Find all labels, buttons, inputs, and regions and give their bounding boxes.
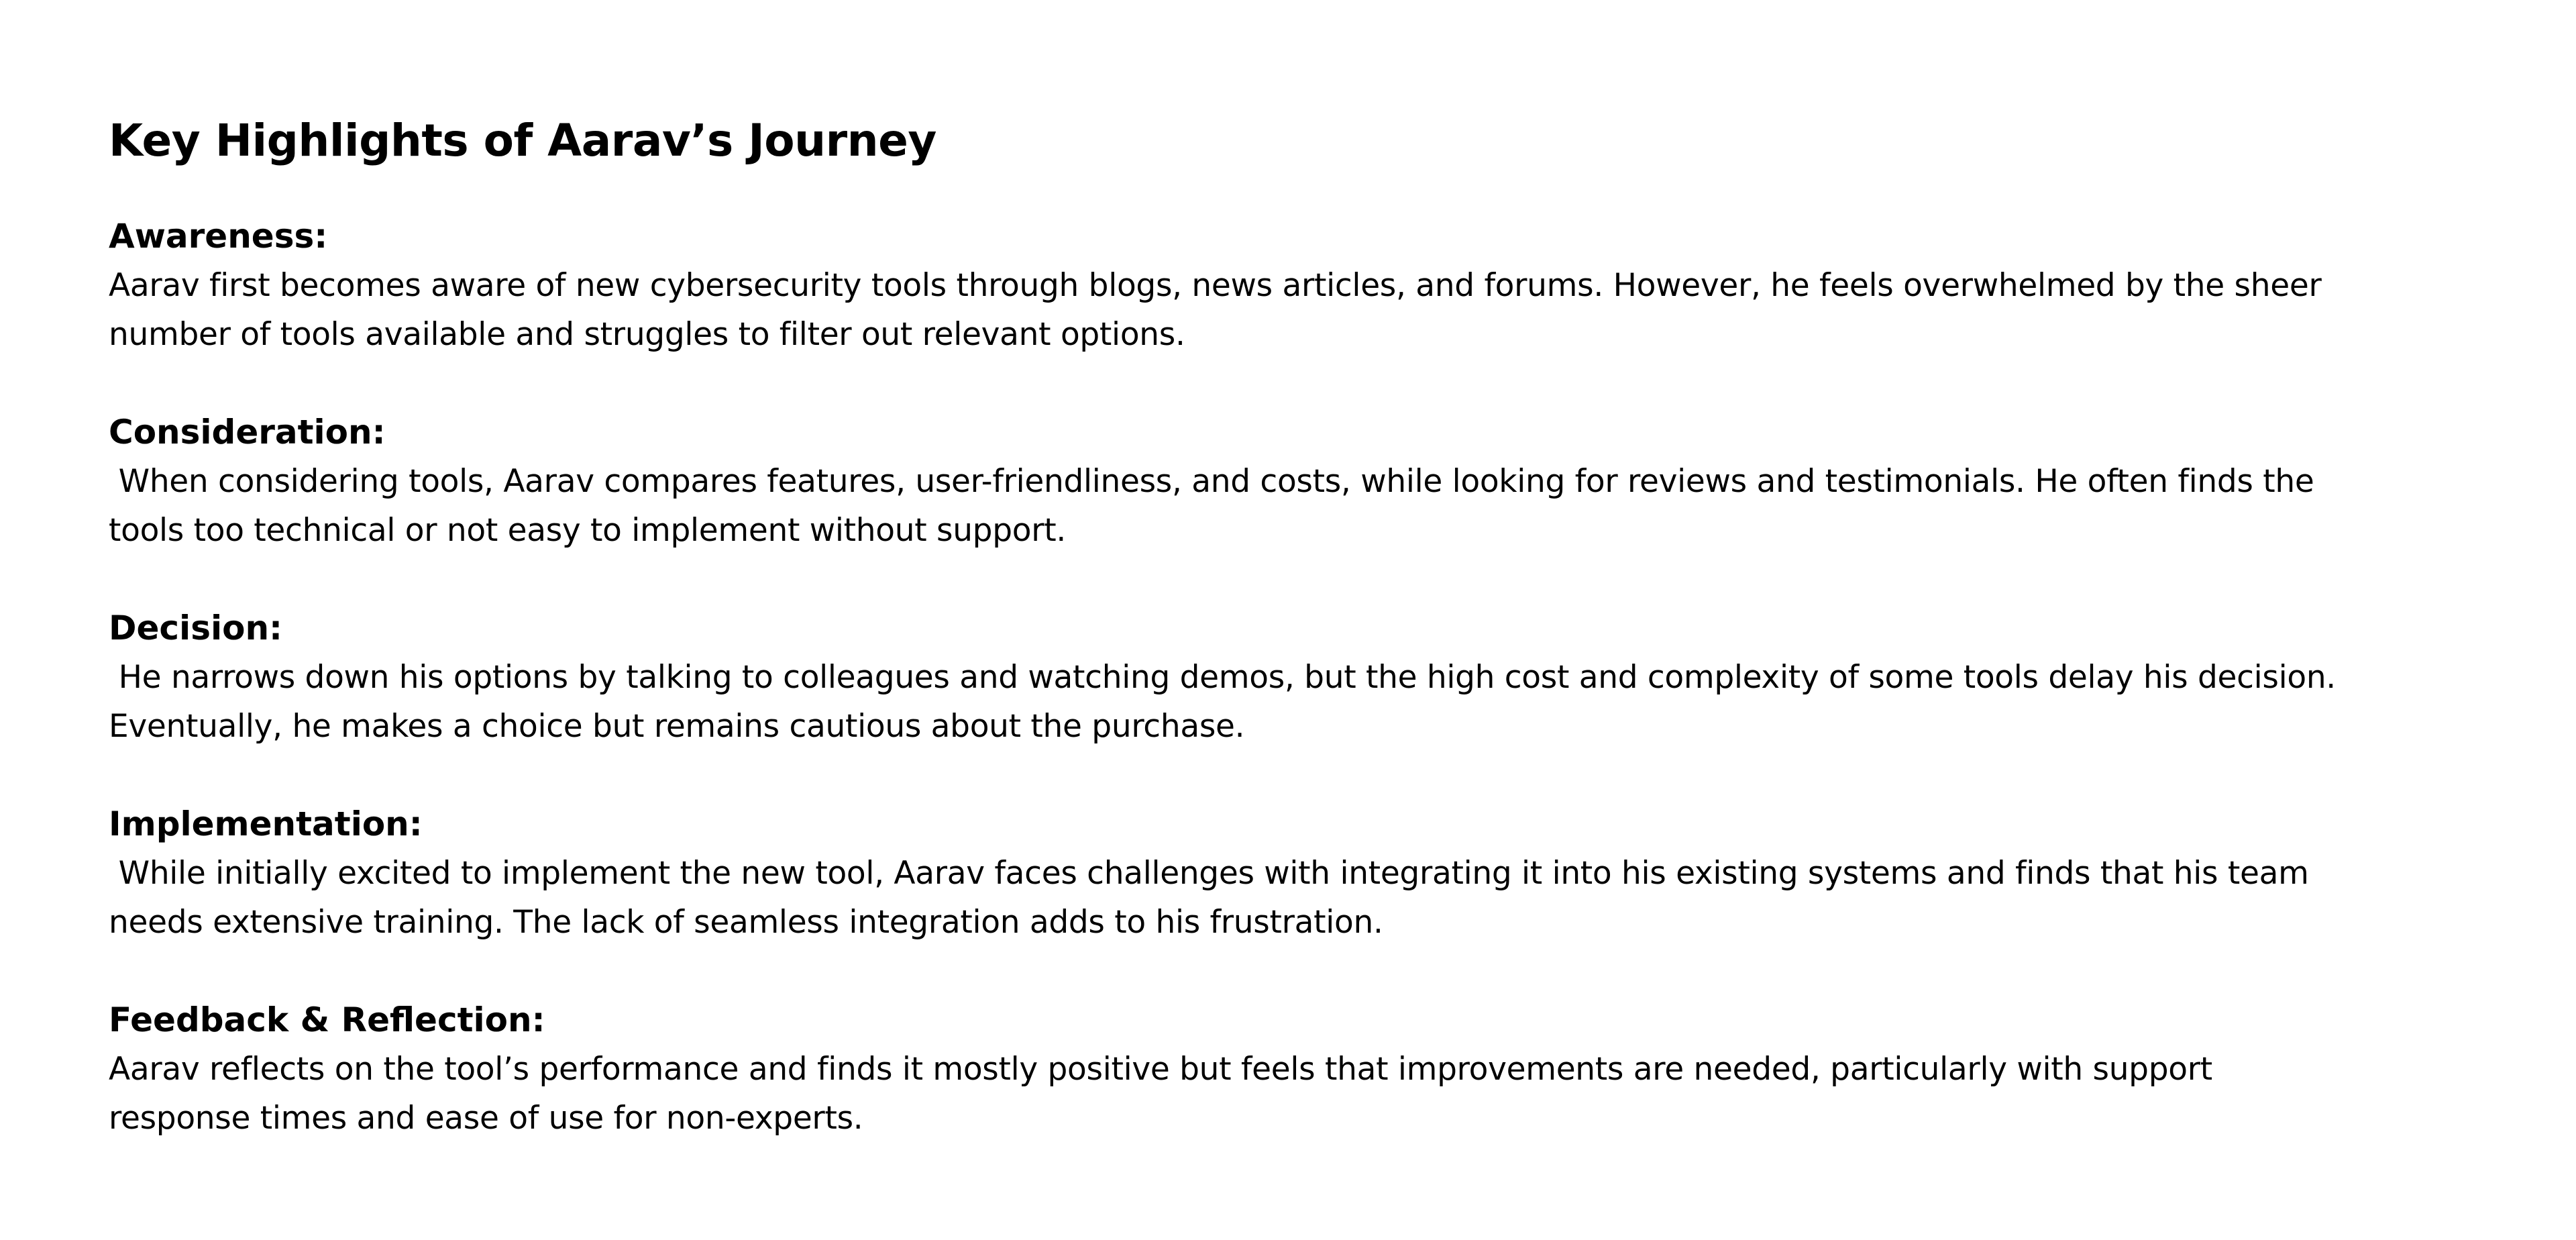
section-label-feedback-reflection: Feedback & Reflection: — [109, 1000, 545, 1039]
section-label-consideration: Consideration: — [109, 413, 386, 452]
journey-sections — [109, 212, 2349, 1143]
section-implementation — [109, 800, 2349, 947]
section-consideration — [109, 408, 2349, 555]
section-text-consideration: When considering tools, Aarav compares features, user-friendliness, and costs, while looking for reviews and testimonials. He often finds the tools too technical or not easy to implement without support. — [109, 463, 2324, 549]
document-page — [109, 113, 2349, 1143]
section-awareness — [109, 212, 2349, 359]
section-text-awareness: Aarav first becomes aware of new cybersecurity tools through blogs, news articles, and forums. However, he feels overwhelmed by the sheer number of tools available and struggles to filter out relevant options. — [109, 267, 2332, 353]
section-decision — [109, 604, 2349, 751]
section-text-feedback-reflection: Aarav reflects on the tool’s performance and finds it mostly positive but feels that improvements are needed, particularly with support response times and ease of use for non-experts. — [109, 1051, 2222, 1137]
section-text-decision: He narrows down his options by talking to colleagues and watching demos, but the high cost and complexity of some tools delay his decision. Eventually, he makes a choice but remains cautious about the purchase. — [109, 659, 2346, 745]
section-label-decision: Decision: — [109, 609, 283, 648]
section-text-implementation: While initially excited to implement the new tool, Aarav faces challenges with integrating it into his existing systems and finds that his team needs extensive training. The lack of seamless integration adds to his frustration. — [109, 855, 2319, 941]
section-label-awareness: Awareness: — [109, 217, 328, 256]
page-title: Key Highlights of Aarav’s Journey — [109, 115, 936, 166]
section-label-implementation: Implementation: — [109, 805, 423, 843]
section-feedback-reflection — [109, 996, 2349, 1143]
